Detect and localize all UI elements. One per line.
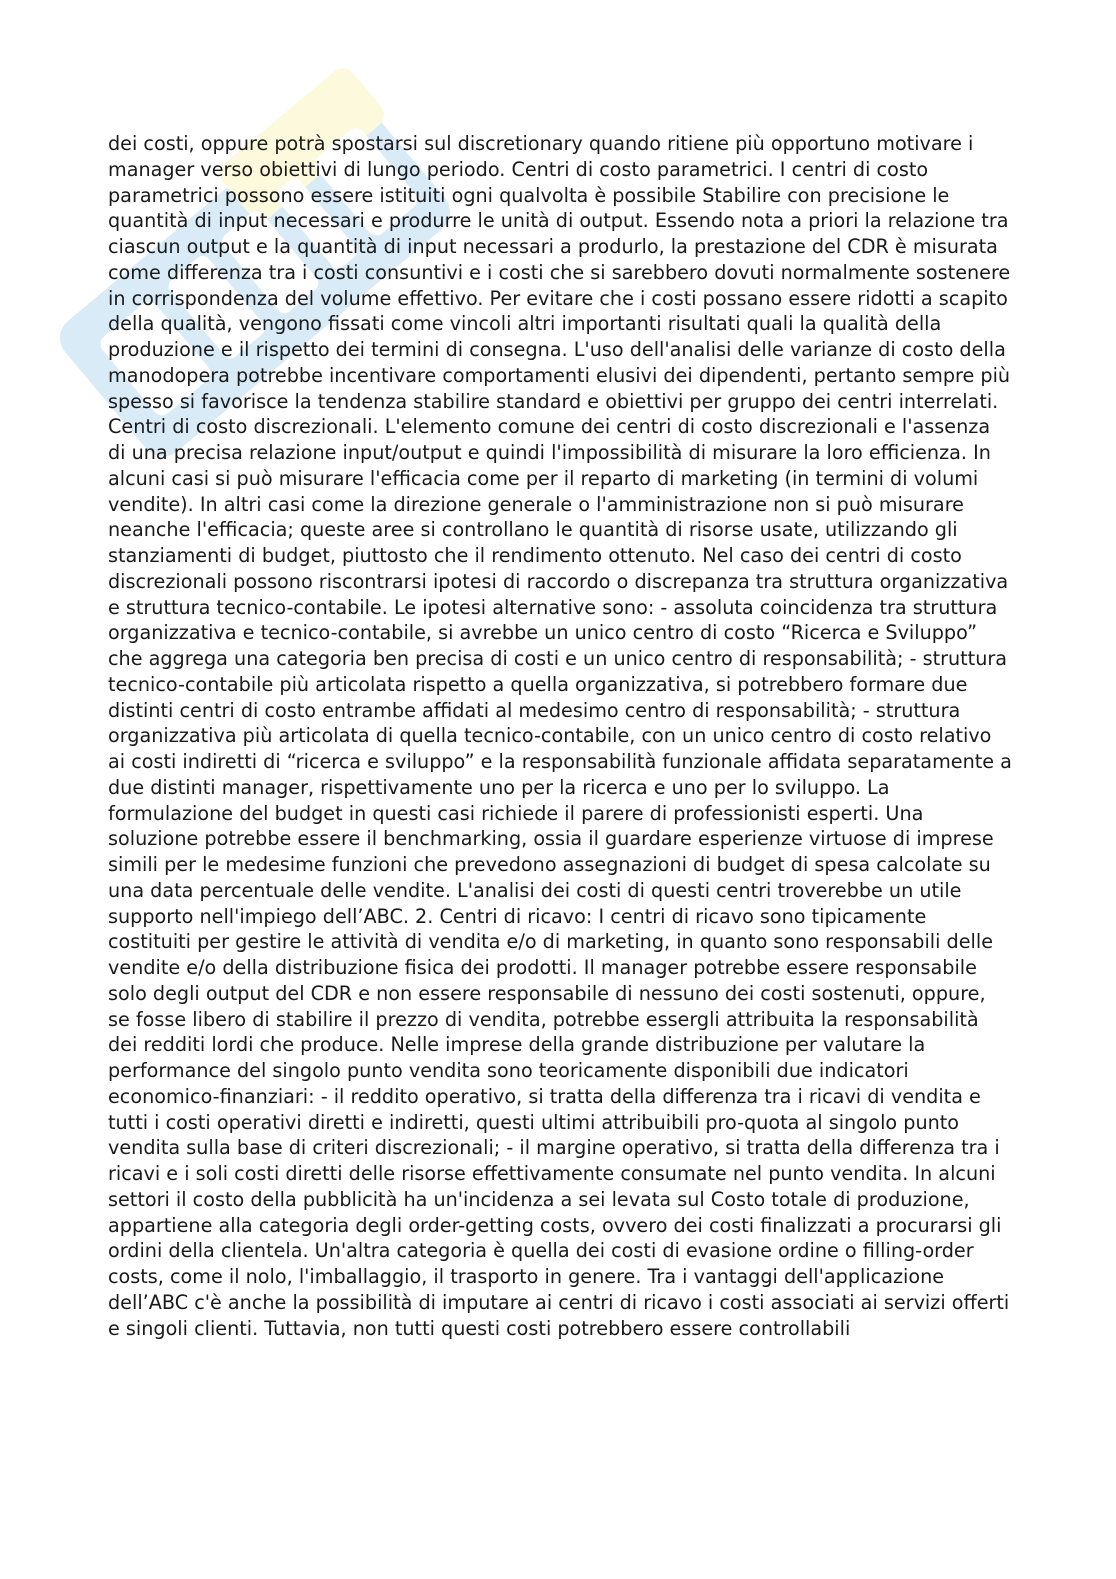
document-page bbox=[108, 131, 1013, 1341]
body-paragraph: dei costi, oppure potrà spostarsi sul discretionary quando ritiene più opportuno motivare i manager verso obiettivi di lungo periodo. Centri di costo parametrici. I centri di costo parametrici possono essere istituiti ogni qualvolta è possibile Stabilire con precisione le quantità di input necessari e produrre le unità di output. Essendo nota a priori la relazione tra ciascun output e la quantità di input necessari a produrlo, la prestazione del CDR è misurata come differenza tra i costi consuntivi e i costi che si sarebbero dovuti normalmente sostenere in corrispondenza del volume effettivo. Per evitare che i costi possano essere ridotti a scapito della qualità, vengono fissati come vincoli altri importanti risultati quali la qualità della produzione e il rispetto dei termini di consegna. L'uso dell'analisi delle varianze di costo della manodopera potrebbe incentivare comportamenti elusivi dei dipendenti, pertanto sempre più spesso si favorisce la tendenza stabilire standard e obiettivi per gruppo dei centri interrelati. Centri di costo discrezionali. L'elemento comune dei centri di costo discrezionali e l'assenza di una precisa relazione input/output e quindi l'impossibilità di misurare la loro efficienza. In alcuni casi si può misurare l'efficacia come per il reparto di marketing (in termini di volumi vendite). In altri casi come la direzione generale o l'amministrazione non si può misurare neanche l'efficacia; queste aree si controllano le quantità di risorse usate, utilizzando gli stanziamenti di budget, piuttosto che il rendimento ottenuto. Nel caso dei centri di costo discrezionali possono riscontrarsi ipotesi di raccordo o discrepanza tra struttura organizzativa e struttura tecnico-contabile. Le ipotesi alternative sono: - assoluta coincidenza tra struttura organizzativa e tecnico-contabile, si avrebbe un unico centro di costo “Ricerca e Sviluppo” che aggrega una categoria ben precisa di costi e un unico centro di responsabilità; - struttura tecnico-contabile più articolata rispetto a quella organizzativa, si potrebbero formare due distinti centri di costo entrambe affidati al medesimo centro di responsabilità; - struttura organizzativa più articolata di quella tecnico-contabile, con un unico centro di costo relativo ai costi indiretti di “ricerca e sviluppo” e la responsabilità funzionale affidata separatamente a due distinti manager, rispettivamente uno per la ricerca e uno per lo sviluppo. La formulazione del budget in questi casi richiede il parere di professionisti esperti. Una soluzione potrebbe essere il benchmarking, ossia il guardare esperienze virtuose di imprese simili per le medesime funzioni che prevedono assegnazioni di budget di spesa calcolate su una data percentuale delle vendite. L'analisi dei costi di questi centri troverebbe un utile supporto nell'impiego dell’ABC. 2. Centri di ricavo: I centri di ricavo sono tipicamente costituiti per gestire le attività di vendita e/o di marketing, in quanto sono responsabili delle vendite e/o della distribuzione fisica dei prodotti. Il manager potrebbe essere responsabile solo degli output del CDR e non essere responsabile di nessuno dei costi sostenuti, oppure, se fosse libero di stabilire il prezzo di vendita, potrebbe essergli attribuita la responsabilità dei redditi lordi che produce. Nelle imprese della grande distribuzione per valutare la performance del singolo punto vendita sono teoricamente disponibili due indicatori economico-finanziari: - il reddito operativo, si tratta della differenza tra i ricavi di vendita e tutti i costi operativi diretti e indiretti, questi ultimi attribuibili pro-quota al singolo punto vendita sulla base di criteri discrezionali; - il margine operativo, si tratta della differenza tra i ricavi e i soli costi diretti delle risorse effettivamente consumate nel punto vendita. In alcuni settori il costo della pubblicità ha un'incidenza a sei levata sul Costo totale di produzione, appartiene alla categoria degli order-getting costs, ovvero dei costi finalizzati a procurarsi gli ordini della clientela. Un'altra categoria è quella dei costi di evasione ordine o filling-order costs, come il nolo, l'imballaggio, il trasporto in genere. Tra i vantaggi dell'applicazione dell’ABC c'è anche la possibilità di imputare ai centri di ricavo i costi associati ai servizi offerti e singoli clienti. Tuttavia, non tutti questi costi potrebbero essere controllabili bbox=[108, 132, 1012, 1340]
